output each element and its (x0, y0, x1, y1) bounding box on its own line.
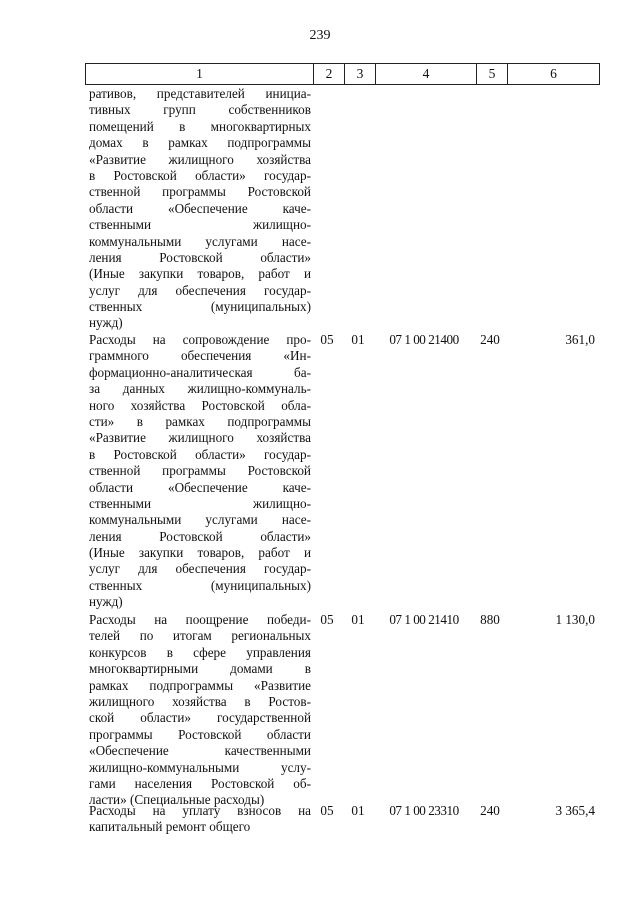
amount: 1 130,0 (555, 612, 595, 627)
description-line: ской области» государственной (89, 710, 311, 726)
row-description (89, 86, 311, 332)
subsection-code: 01 (351, 803, 365, 818)
expense-type-code: 880 (480, 612, 500, 627)
description-line: «Развитие жилищного хозяйства (89, 151, 311, 167)
row-description (89, 803, 311, 836)
description-line: Расходы на уплату взносов на (89, 803, 311, 818)
description-line: нужд) (89, 315, 123, 331)
table-header (85, 63, 600, 85)
description-line: ственной программы Ростовской (89, 463, 311, 479)
section-code: 05 (320, 612, 334, 627)
description-line: за данных жилищно-коммуналь- (89, 381, 311, 397)
description-line: многоквартирными домами в (89, 661, 311, 677)
description-line: жилищно-коммунальными услу- (89, 759, 311, 775)
description-line: в Ростовской области» государ- (89, 446, 311, 462)
subsection-code: 01 (351, 332, 365, 347)
section-code: 05 (320, 803, 334, 818)
description-line: Расходы на сопровождение про- (89, 332, 311, 347)
description-line: сти» в рамках подпрограммы (89, 413, 311, 429)
description-line: граммного обеспечения «Ин- (89, 348, 311, 364)
description-line: телей по итогам региональных (89, 628, 311, 644)
subsection-code: 01 (351, 612, 365, 627)
description-line: помещений в многоквартирных (89, 118, 311, 134)
description-line: гами населения Ростовской об- (89, 775, 311, 791)
description-line: ления Ростовской области» (89, 528, 311, 544)
description-line: программы Ростовской области (89, 726, 311, 742)
description-line: рамках подпрограммы «Развитие (89, 677, 311, 693)
target-article-code: 07 1 00 21410 (389, 612, 459, 627)
target-article-code: 07 1 00 23310 (389, 803, 459, 818)
description-line: ственных (муниципальных) (89, 577, 311, 593)
description-line: жилищного хозяйства в Ростов- (89, 693, 311, 709)
description-line: ственными жилищно- (89, 495, 311, 511)
row-description (89, 332, 311, 611)
header-col-3: 3 (344, 64, 375, 84)
description-line: конкурсов в сфере управления (89, 644, 311, 660)
section-code: 05 (320, 332, 334, 347)
description-line: Расходы на поощрение победи- (89, 612, 311, 627)
description-line: ративов, представителей инициа- (89, 86, 311, 101)
description-line: услуг для обеспечения государ- (89, 561, 311, 577)
description-line: ственных (муниципальных) (89, 299, 311, 315)
header-col-4: 4 (375, 64, 476, 84)
description-line: ласти» (Специальные расходы) (89, 792, 265, 808)
target-article-code: 07 1 00 21400 (389, 332, 459, 347)
description-line: ления Ростовской области» (89, 249, 311, 265)
description-line: формационно-аналитическая ба- (89, 364, 311, 380)
description-line: капитальный ремонт общего (89, 819, 251, 835)
amount: 361,0 (565, 332, 595, 347)
header-col-5: 5 (476, 64, 507, 84)
description-line: ственной программы Ростовской (89, 184, 311, 200)
page-number: 239 (309, 28, 331, 43)
description-line: коммунальными услугами насе- (89, 233, 311, 249)
description-line: ного хозяйства Ростовской обла- (89, 397, 311, 413)
description-line: (Иные закупки товаров, работ и (89, 545, 311, 561)
description-line: области «Обеспечение каче- (89, 479, 311, 495)
description-line: тивных групп собственников (89, 102, 311, 118)
description-line: коммунальными услугами насе- (89, 512, 311, 528)
description-line: домах в рамках подпрограммы (89, 135, 311, 151)
description-line: (Иные закупки товаров, работ и (89, 266, 311, 282)
header-col-2: 2 (313, 64, 344, 84)
description-line: «Развитие жилищного хозяйства (89, 430, 311, 446)
header-col-6: 6 (507, 64, 599, 84)
description-line: в Ростовской области» государ- (89, 167, 311, 183)
expense-type-code: 240 (480, 803, 500, 818)
amount: 3 365,4 (555, 803, 595, 818)
description-line: области «Обеспечение каче- (89, 200, 311, 216)
description-line: нужд) (89, 594, 123, 610)
description-line: «Обеспечение качественными (89, 743, 311, 759)
expense-type-code: 240 (480, 332, 500, 347)
row-description (89, 612, 311, 809)
header-col-1: 1 (196, 66, 203, 81)
description-line: ственными жилищно- (89, 217, 311, 233)
description-line: услуг для обеспечения государ- (89, 282, 311, 298)
